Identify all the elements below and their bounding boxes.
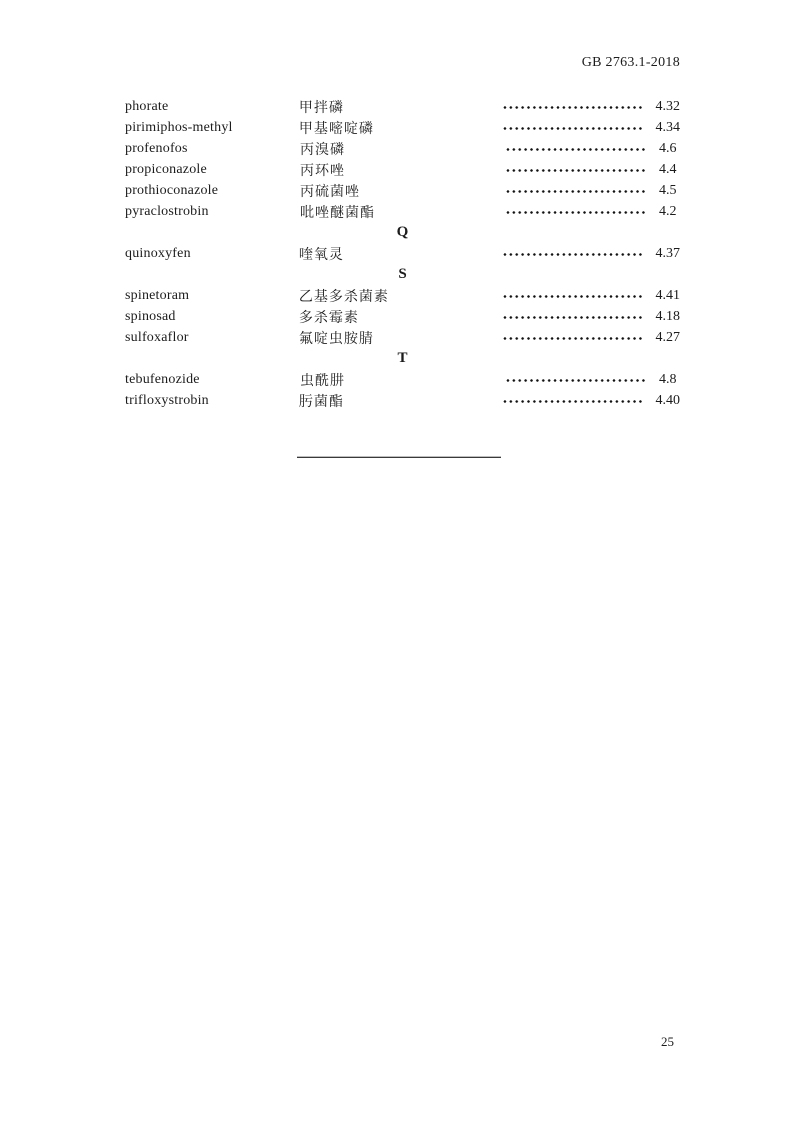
section-ref: 4.5 [659,182,677,198]
pesticide-name-en: pirimiphos-methyl [125,119,233,135]
index-row [125,201,680,222]
section-ref: 4.8 [659,371,677,387]
section-ref: 4.37 [655,245,680,261]
index-row [125,159,680,180]
pesticide-name-en: phorate [125,98,169,114]
pesticide-name-en: sulfoxaflor [125,329,189,345]
section-ref: 4.2 [659,203,677,219]
index-row [125,327,680,348]
pesticide-name-en: spinosad [125,308,176,324]
dotted-leader [505,210,647,215]
dotted-leader [502,105,643,110]
section-ref: 4.34 [655,119,680,135]
section-letter-q: Q [396,224,409,240]
pesticide-name-zh: 丙环唑 [300,163,345,179]
section-ref: 4.32 [655,98,680,114]
index-row [125,243,680,264]
pesticide-name-zh: 吡唑醚菌酯 [300,205,375,221]
pesticide-index-list [125,96,680,411]
pesticide-name-zh: 氟啶虫胺腈 [298,331,374,347]
pesticide-name-en: trifloxystrobin [125,392,209,408]
section-letter-s: S [398,266,407,282]
dotted-leader [505,168,647,173]
pesticide-name-en: prothioconazole [125,182,219,198]
dotted-leader [502,399,643,404]
dotted-leader [505,189,647,194]
index-row [125,96,680,117]
pesticide-name-zh: 喹氧灵 [298,247,344,263]
dotted-leader [505,378,647,383]
dotted-leader [505,147,647,152]
index-row [125,306,680,327]
pesticide-name-zh: 乙基多杀菌素 [298,289,389,305]
pesticide-name-zh: 虫酰肼 [300,373,345,389]
section-ref: 4.6 [659,140,677,156]
index-row [125,369,680,390]
dotted-leader [502,294,643,299]
pesticide-name-en: propiconazole [125,161,207,177]
end-of-document-rule [297,456,501,458]
standard-number-header: GB 2763.1-2018 [581,55,680,70]
pesticide-name-zh: 丙硫菌唑 [300,184,360,200]
section-ref: 4.40 [655,392,680,408]
dotted-leader [502,252,643,257]
dotted-leader [502,336,643,341]
pesticide-name-zh: 甲基嘧啶磷 [298,121,374,137]
index-row [125,180,680,201]
pesticide-name-en: tebufenozide [125,371,200,387]
section-ref: 4.27 [655,329,680,345]
index-row [125,117,680,138]
pesticide-name-zh: 肟菌酯 [298,394,344,410]
pesticide-name-en: profenofos [125,140,188,156]
dotted-leader [502,126,643,131]
pesticide-name-zh: 多杀霉素 [298,310,359,326]
index-row [125,138,680,159]
dotted-leader [502,315,643,320]
pesticide-name-en: spinetoram [125,287,190,303]
section-ref: 4.41 [655,287,680,303]
index-row [125,390,680,411]
page-number: 25 [661,1034,674,1049]
pesticide-name-zh: 甲拌磷 [298,100,344,116]
pesticide-name-en: quinoxyfen [125,245,191,261]
pesticide-name-en: pyraclostrobin [125,203,209,219]
section-ref: 4.4 [659,161,677,177]
pesticide-name-zh: 丙溴磷 [300,142,345,158]
index-row [125,285,680,306]
section-ref: 4.18 [655,308,680,324]
section-letter-t: T [397,350,408,366]
